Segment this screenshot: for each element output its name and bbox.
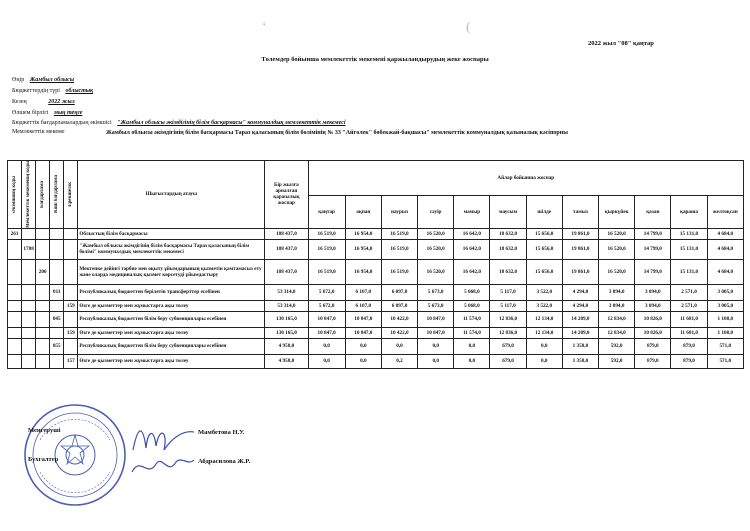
classification-code [8,338,22,354]
monthly-amount: 10 847,0 [308,327,345,338]
annual-amount: 188 437,0 [265,228,308,239]
classification-code [8,300,22,311]
monthly-amount: 1 358,0 [562,338,598,354]
annual-amount: 4 958,0 [265,338,308,354]
classification-code: 157 [64,354,78,368]
monthly-amount: 1 108,0 [707,327,743,338]
monthly-amount: 16 954,0 [345,259,381,284]
monthly-amount: 16 519,0 [308,228,345,239]
classification-code [36,311,50,327]
monthly-amount: 1 108,0 [707,311,743,327]
monthly-amount: 15 656,0 [526,259,562,284]
monthly-amount: 1 358,0 [562,354,598,368]
month-header: сәуір [418,196,454,229]
monthly-amount: 12 134,0 [526,311,562,327]
monthly-amount: 10 847,0 [418,327,454,338]
punch-hole-mark: ( [466,20,471,35]
annual-amount: 53 314,0 [265,284,308,300]
period-row [12,99,75,105]
month-header: қараша [671,196,707,229]
monthly-amount: 3 522,0 [526,284,562,300]
monthly-amount: 3 094,0 [599,300,635,311]
col-header-program: Бағдарлама [36,161,50,229]
financing-plan-table [7,160,744,369]
monthly-amount: 12 134,0 [526,327,562,338]
classification-code [50,259,64,284]
monthly-amount: 16 520,0 [599,228,635,239]
monthly-amount: 15 656,0 [526,239,562,259]
annual-amount: 4 958,0 [265,354,308,368]
annual-amount: 188 437,0 [265,259,308,284]
monthly-amount: 0,0 [345,338,381,354]
monthly-amount: 0,0 [418,338,454,354]
table-row [8,239,744,259]
monthly-amount: 0,2 [381,354,417,368]
monthly-amount: 16 642,0 [454,228,490,239]
accountant-label: Бухгалтер [28,456,59,463]
table-row [8,327,744,338]
classification-code [36,327,50,338]
col-header-admin-code: Әкімшінің коды [8,161,22,229]
classification-code [22,338,36,354]
monthly-amount: 679,0 [490,354,526,368]
classification-code [36,284,50,300]
classification-code [50,354,64,368]
monthly-amount: 5 117,0 [490,284,526,300]
monthly-amount: 10 826,0 [635,327,671,338]
classification-code [22,354,36,368]
monthly-amount: 5 672,0 [308,300,345,311]
monthly-amount: 879,0 [671,338,707,354]
monthly-amount: 4 684,0 [707,259,743,284]
expense-name: Облыстың білім басқармасы [78,228,265,239]
annual-amount: 130 165,0 [265,327,308,338]
classification-code [64,228,78,239]
admin-label: Бюджеттік бағдарламалардың әкімшісі [12,120,112,126]
period-label: Кезең [12,99,27,105]
classification-code [8,239,22,259]
monthly-amount: 4 294,0 [562,300,598,311]
budget-type-label: Бюджеттердің түрі [12,88,60,94]
table-row [8,284,744,300]
classification-code [36,239,50,259]
monthly-amount: 5 068,0 [454,284,490,300]
monthly-amount: 10 847,0 [418,311,454,327]
monthly-amount: 16 520,0 [418,259,454,284]
month-header: қазан [635,196,671,229]
monthly-amount: 16 519,0 [308,239,345,259]
classification-code [8,354,22,368]
annual-amount: 130 165,0 [265,311,308,327]
document-date: 2022 жыл "08" қаңтар [588,40,654,47]
unit-value: мың теңге [53,110,83,116]
monthly-amount: 3 005,0 [707,284,743,300]
classification-code [64,239,78,259]
col-header-specifics: Ерекшелік [64,161,78,229]
monthly-amount: 3 522,0 [526,300,562,311]
table-row [8,354,744,368]
table-row [8,338,744,354]
classification-code: 261 [8,228,22,239]
classification-code: 200 [36,259,50,284]
expense-name: Мектепке дейінгі тәрбие мен оқыту ұйымдарының қызметін қамтамасыз ету және оларда медициналық қызмет көрсетуді ұйымдастыру [78,259,265,284]
period-value: 2022 жыл [48,99,75,105]
month-header: желтоқсан [707,196,743,229]
classification-code [64,259,78,284]
monthly-amount: 16 519,0 [381,228,417,239]
monthly-amount: 5 673,0 [418,284,454,300]
official-stamp [20,400,130,510]
region-label: Өңір [12,77,25,83]
region-row [12,77,74,83]
monthly-amount: 0,0 [526,354,562,368]
monthly-amount: 5 117,0 [490,300,526,311]
classification-code [8,259,22,284]
col-header-monthly-plan: Айлар бойынша жоспар [308,161,743,196]
classification-code [22,311,36,327]
monthly-amount: 4 684,0 [707,239,743,259]
monthly-amount: 15 131,0 [671,239,707,259]
classification-code: 1788 [22,239,36,259]
institution-row [12,129,64,135]
punch-hole-mark: ‘ [262,20,267,35]
classification-code [50,300,64,311]
monthly-amount: 571,0 [707,354,743,368]
monthly-amount: 15 656,0 [526,228,562,239]
budget-type-value: облыстық [65,88,94,94]
expense-name: "Жамбыл облысы әкімдігінің білім басқармасы Тараз қаласының білім бөлімі" коммуналдық мемлекеттік мекемесі [78,239,265,259]
monthly-amount: 18 632,0 [490,228,526,239]
month-header: наурыз [381,196,417,229]
monthly-amount: 11 574,0 [454,327,490,338]
monthly-amount: 879,0 [635,354,671,368]
classification-code [50,239,64,259]
classification-code [36,228,50,239]
monthly-amount: 11 681,0 [671,327,707,338]
monthly-amount: 16 519,0 [308,259,345,284]
monthly-amount: 14 209,0 [562,311,598,327]
monthly-amount: 3 005,0 [707,300,743,311]
col-header-subprogram: Кіші бағдарлама [50,161,64,229]
monthly-amount: 879,0 [635,338,671,354]
monthly-amount: 0,0 [308,354,345,368]
monthly-amount: 19 861,0 [562,228,598,239]
monthly-amount: 0,0 [454,338,490,354]
monthly-amount: 12 836,0 [490,327,526,338]
table-row [8,300,744,311]
monthly-amount: 14 799,0 [635,239,671,259]
monthly-amount: 6 097,0 [381,284,417,300]
classification-code [64,284,78,300]
unit-row [12,110,82,116]
monthly-amount: 16 954,0 [345,239,381,259]
monthly-amount: 10 422,0 [381,311,417,327]
monthly-amount: 0,0 [454,354,490,368]
expense-name: Республикалық бюджеттен білім беру субвенциялары есебінен [78,311,265,327]
monthly-amount: 16 520,0 [599,239,635,259]
month-header: ақпан [345,196,381,229]
monthly-amount: 879,0 [671,354,707,368]
classification-code [50,327,64,338]
monthly-amount: 18 632,0 [490,259,526,284]
table-row [8,311,744,327]
classification-code [22,228,36,239]
monthly-amount: 16 642,0 [454,239,490,259]
monthly-amount: 0,0 [308,338,345,354]
monthly-amount: 12 834,0 [599,327,635,338]
monthly-amount: 19 861,0 [562,239,598,259]
unit-label: Өлшем бірлігі [12,110,49,116]
expense-name: Өзге де қызметтер мен жұмыстарға ақы төлеу [78,354,265,368]
monthly-amount: 16 520,0 [599,259,635,284]
monthly-amount: 10 847,0 [345,327,381,338]
monthly-amount: 592,0 [599,354,635,368]
monthly-amount: 15 131,0 [671,259,707,284]
classification-code: 159 [64,327,78,338]
classification-code: 055 [50,338,64,354]
admin-value: "Жамбыл облысы әкімдігінің білім басқармасы" коммуналдық мемлекеттік мекемесі [117,120,346,126]
monthly-amount: 0,0 [381,338,417,354]
monthly-amount: 14 799,0 [635,259,671,284]
monthly-amount: 0,0 [418,354,454,368]
monthly-amount: 679,0 [490,338,526,354]
classification-code [64,311,78,327]
annual-amount: 53 314,0 [265,300,308,311]
classification-code [8,327,22,338]
institution-value: Жамбыл облысы әкімдігінің білім басқармасы Тараз қаласының білім бөлімінің № 33 "Айгөлек" бөбекжай-бақшасы" мемлекеттік коммуналдық қазыналық кәсіпорны [106,130,568,136]
monthly-amount: 11 681,0 [671,311,707,327]
expense-name: Республикалық бюджеттен білім беру субвенциялары есебінен [78,338,265,354]
classification-code [22,300,36,311]
month-header: қаңтар [308,196,345,229]
head-label: Меңгеруші [28,427,61,434]
table-row [8,228,744,239]
monthly-amount: 19 861,0 [562,259,598,284]
monthly-amount: 5 673,0 [418,300,454,311]
monthly-amount: 4 294,0 [562,284,598,300]
monthly-amount: 5 068,0 [454,300,490,311]
classification-code [36,354,50,368]
classification-code [22,327,36,338]
monthly-amount: 18 632,0 [490,239,526,259]
monthly-amount: 6 107,0 [345,300,381,311]
monthly-amount: 14 799,0 [635,228,671,239]
month-header: мамыр [454,196,490,229]
monthly-amount: 571,0 [707,338,743,354]
monthly-amount: 592,0 [599,338,635,354]
classification-code [50,228,64,239]
monthly-amount: 10 847,0 [308,311,345,327]
classification-code [8,311,22,327]
col-header-institution-code: Мемлекеттік мекеменің коды [22,161,36,229]
monthly-amount: 3 094,0 [599,284,635,300]
accountant-name: Абдрасилова Ж.Р. [198,458,251,465]
month-header: қыркүйек [599,196,635,229]
admin-row [12,120,346,126]
col-header-expense-name: Шығыстардың атауы [78,161,265,229]
classification-code [22,259,36,284]
monthly-amount: 16 519,0 [381,239,417,259]
classification-code [36,300,50,311]
monthly-amount: 16 642,0 [454,259,490,284]
monthly-amount: 10 422,0 [381,327,417,338]
classification-code: 011 [50,284,64,300]
expense-name: Республикалық бюджеттен берілетін трансферттер есебінен [78,284,265,300]
monthly-amount: 15 131,0 [671,228,707,239]
monthly-amount: 0,0 [345,354,381,368]
institution-label: Мемлекеттік мекеме [12,129,65,135]
monthly-amount: 12 834,0 [599,311,635,327]
monthly-amount: 11 574,0 [454,311,490,327]
monthly-amount: 2 571,0 [671,284,707,300]
monthly-amount: 14 209,0 [562,327,598,338]
classification-code [64,338,78,354]
monthly-amount: 16 519,0 [381,259,417,284]
month-header: тамыз [562,196,598,229]
monthly-amount: 3 094,0 [635,300,671,311]
col-header-annual-plan: Бір жылға арналған қаржылық жоспар [265,161,308,229]
expense-name: Өзге де қызметтер мен жұмыстарға ақы төлеу [78,327,265,338]
monthly-amount: 2 571,0 [671,300,707,311]
monthly-amount: 3 094,0 [635,284,671,300]
document-title: Төлемдер бойынша мемлекеттік мекемені қаржыландырудың жеке жоспары [261,56,489,63]
monthly-amount: 4 684,0 [707,228,743,239]
classification-code [36,338,50,354]
head-name: Мамбетова Н.У. [198,429,245,436]
classification-code: 045 [50,311,64,327]
budget-type-row [12,88,93,94]
month-header: шілде [526,196,562,229]
monthly-amount: 16 520,0 [418,228,454,239]
month-header: маусым [490,196,526,229]
monthly-amount: 16 954,0 [345,228,381,239]
monthly-amount: 10 826,0 [635,311,671,327]
classification-code [8,284,22,300]
monthly-amount: 16 520,0 [418,239,454,259]
region-value: Жамбыл облысы [29,77,74,83]
classification-code: 159 [64,300,78,311]
accountant-signature [128,452,198,482]
classification-code [22,284,36,300]
monthly-amount: 6 097,0 [381,300,417,311]
monthly-amount: 10 847,0 [345,311,381,327]
monthly-amount: 0,0 [526,338,562,354]
monthly-amount: 5 672,0 [308,284,345,300]
annual-amount: 188 437,0 [265,239,308,259]
monthly-amount: 12 836,0 [490,311,526,327]
monthly-amount: 6 107,0 [345,284,381,300]
table-row [8,259,744,284]
expense-name: Өзге де қызметтер мен жұмыстарға ақы төлеу [78,300,265,311]
